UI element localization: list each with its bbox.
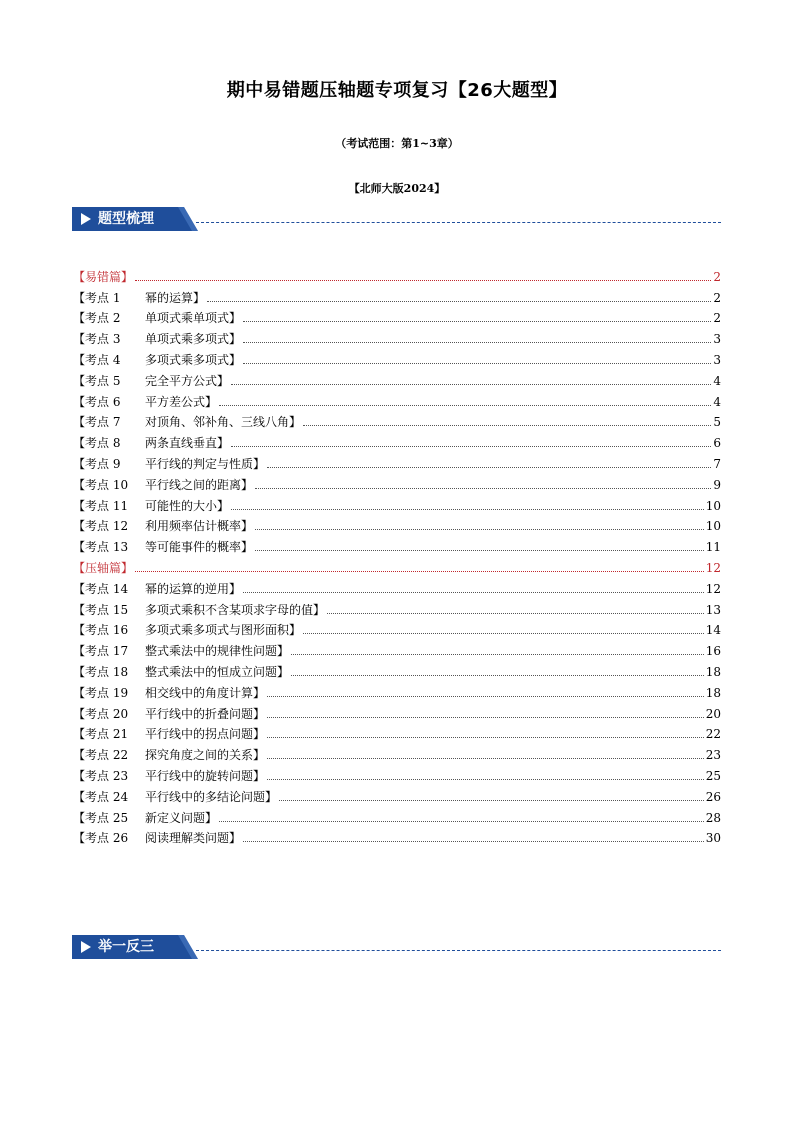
toc-entry-code: 【考点 9 — [73, 456, 121, 471]
toc-entry[interactable] — [73, 741, 721, 762]
toc-entry[interactable] — [73, 617, 721, 638]
toc-entry-title: 整式乘法中的恒成立问题】 — [145, 664, 290, 679]
toc-entry-page: 18 — [705, 685, 721, 700]
toc-entry[interactable] — [73, 637, 721, 658]
toc-dot-leader — [291, 674, 704, 676]
toc-entry-page: 30 — [705, 831, 721, 846]
toc-entry-code: 【考点 16 — [73, 623, 129, 638]
toc-entry-page: 25 — [705, 768, 721, 783]
toc-entry[interactable] — [73, 305, 721, 326]
toc-entry[interactable] — [73, 804, 721, 825]
toc-entry[interactable] — [73, 263, 721, 284]
toc-dot-leader — [267, 778, 704, 780]
toc-entry[interactable] — [73, 284, 721, 305]
toc-entry-code: 【易错篇】 — [73, 269, 134, 284]
toc-dot-leader — [267, 716, 704, 718]
toc-entry-page: 4 — [713, 373, 721, 388]
section-header-practice — [72, 935, 721, 959]
toc-entry[interactable] — [73, 471, 721, 492]
toc-dot-leader — [243, 341, 711, 343]
section-divider — [196, 222, 721, 223]
toc-dot-leader — [243, 320, 711, 322]
toc-entry[interactable] — [73, 596, 721, 617]
toc-entry-code: 【考点 23 — [73, 768, 129, 783]
toc-dot-leader — [267, 466, 711, 468]
toc-entry-code: 【考点 7 — [73, 415, 121, 430]
toc-dot-leader — [303, 424, 711, 426]
toc-dot-leader — [327, 612, 704, 614]
toc-dot-leader — [243, 591, 704, 593]
toc-entry-title: 两条直线垂直】 — [145, 436, 230, 451]
toc-entry[interactable] — [73, 721, 721, 742]
toc-entry-page: 13 — [705, 602, 721, 617]
toc-entry-title: 等可能事件的概率】 — [145, 540, 254, 555]
toc-entry-title: 单项式乘单项式】 — [145, 311, 242, 326]
toc-entry-title: 平行线之间的距离】 — [145, 477, 254, 492]
toc-entry-code: 【考点 15 — [73, 602, 129, 617]
toc-entry-page: 11 — [705, 540, 721, 555]
toc-entry-title: 完全平方公式】 — [145, 373, 230, 388]
toc-dot-leader — [243, 840, 704, 842]
toc-entry-title: 幂的运算】 — [145, 290, 206, 305]
toc-dot-leader — [231, 383, 711, 385]
toc-entry-page: 28 — [705, 810, 721, 825]
toc-entry-page: 3 — [713, 332, 721, 347]
toc-entry[interactable] — [73, 783, 721, 804]
toc-dot-leader — [231, 445, 711, 447]
toc-entry-code: 【考点 6 — [73, 394, 121, 409]
toc-dot-leader — [255, 549, 704, 551]
toc-entry[interactable] — [73, 700, 721, 721]
toc-entry-code: 【考点 3 — [73, 332, 121, 347]
toc-entry[interactable] — [73, 679, 721, 700]
toc-entry-code: 【考点 1 — [73, 290, 121, 305]
toc-entry[interactable] — [73, 554, 721, 575]
edition-label: 【北师大版2024】 — [348, 182, 446, 195]
toc-dot-leader — [303, 632, 704, 634]
toc-entry-code: 【考点 21 — [73, 727, 129, 742]
toc-entry-code: 【考点 24 — [73, 789, 129, 804]
table-of-contents — [73, 263, 721, 845]
toc-entry[interactable] — [73, 825, 721, 846]
toc-entry[interactable] — [73, 325, 721, 346]
toc-entry[interactable] — [73, 533, 721, 554]
toc-entry-title: 多项式乘多项式】 — [145, 352, 242, 367]
toc-entry-code: 【考点 17 — [73, 644, 129, 659]
toc-dot-leader — [255, 487, 711, 489]
toc-dot-leader — [135, 279, 711, 281]
toc-entry-title: 幂的运算的逆用】 — [145, 581, 242, 596]
toc-entry-page: 14 — [705, 623, 721, 638]
toc-entry-code: 【考点 20 — [73, 706, 129, 721]
toc-entry-code: 【考点 8 — [73, 436, 121, 451]
toc-entry-page: 22 — [705, 727, 721, 742]
toc-entry[interactable] — [73, 762, 721, 783]
toc-entry-code: 【考点 14 — [73, 581, 129, 596]
toc-entry-page: 4 — [713, 394, 721, 409]
toc-dot-leader — [219, 404, 711, 406]
toc-entry[interactable] — [73, 450, 721, 471]
toc-entry-page: 20 — [705, 706, 721, 721]
toc-entry-page: 12 — [705, 560, 721, 575]
toc-entry-title: 平行线中的旋转问题】 — [145, 768, 266, 783]
toc-entry-code: 【考点 2 — [73, 311, 121, 326]
toc-entry-code: 【考点 13 — [73, 540, 129, 555]
section-title: 题型梳理 — [98, 211, 154, 227]
toc-dot-leader — [279, 799, 704, 801]
toc-entry-code: 【考点 22 — [73, 748, 129, 763]
document-title: 期中易错题压轴题专项复习【26大题型】 — [226, 80, 568, 101]
toc-entry-code: 【考点 5 — [73, 373, 121, 388]
toc-dot-leader — [243, 362, 711, 364]
toc-entry-page: 23 — [705, 748, 721, 763]
toc-entry-title: 多项式乘多项式与图形面积】 — [145, 623, 302, 638]
toc-dot-leader — [291, 653, 704, 655]
toc-entry-title: 阅读理解类问题】 — [145, 831, 242, 846]
toc-dot-leader — [267, 757, 704, 759]
toc-entry-page: 10 — [705, 519, 721, 534]
toc-entry-page: 5 — [713, 415, 721, 430]
toc-entry-title: 多项式乘积不含某项求字母的值】 — [145, 602, 326, 617]
toc-dot-leader — [219, 820, 704, 822]
toc-dot-leader — [267, 695, 704, 697]
play-arrow-icon — [81, 941, 91, 953]
toc-entry-title: 探究角度之间的关系】 — [145, 748, 266, 763]
toc-dot-leader — [231, 508, 704, 510]
toc-entry-title: 平行线的判定与性质】 — [145, 456, 266, 471]
toc-dot-leader — [267, 736, 704, 738]
toc-entry-code: 【压轴篇】 — [73, 560, 134, 575]
toc-entry-page: 2 — [713, 290, 721, 305]
play-arrow-icon — [81, 213, 91, 225]
toc-entry[interactable] — [73, 513, 721, 534]
toc-entry-page: 7 — [713, 456, 721, 471]
section-tab — [72, 207, 200, 231]
toc-dot-leader — [207, 300, 711, 302]
toc-entry-page: 10 — [705, 498, 721, 513]
toc-entry-title: 整式乘法中的规律性问题】 — [145, 644, 290, 659]
toc-entry[interactable] — [73, 429, 721, 450]
toc-entry[interactable] — [73, 409, 721, 430]
toc-entry-code: 【考点 26 — [73, 831, 129, 846]
toc-entry-title: 平方差公式】 — [145, 394, 218, 409]
toc-entry-code: 【考点 25 — [73, 810, 129, 825]
toc-entry-title: 可能性的大小】 — [145, 498, 230, 513]
toc-entry-title: 单项式乘多项式】 — [145, 332, 242, 347]
toc-entry-title: 新定义问题】 — [145, 810, 218, 825]
toc-entry-page: 3 — [713, 352, 721, 367]
toc-entry-title: 平行线中的折叠问题】 — [145, 706, 266, 721]
toc-entry-page: 16 — [705, 644, 721, 659]
section-header-toc — [72, 207, 721, 231]
toc-entry-title: 平行线中的拐点问题】 — [145, 727, 266, 742]
toc-entry-page: 18 — [705, 664, 721, 679]
toc-entry[interactable] — [73, 388, 721, 409]
toc-entry-title: 利用频率估计概率】 — [145, 519, 254, 534]
toc-entry[interactable] — [73, 367, 721, 388]
toc-entry-code: 【考点 12 — [73, 519, 129, 534]
exam-scope: （考试范围：第1~3章） — [335, 137, 459, 150]
toc-entry-page: 12 — [705, 581, 721, 596]
toc-entry-page: 2 — [713, 311, 721, 326]
section-divider — [196, 950, 721, 951]
toc-entry-page: 9 — [713, 477, 721, 492]
toc-entry-code: 【考点 18 — [73, 664, 129, 679]
toc-entry-page: 6 — [713, 436, 721, 451]
toc-entry-page: 26 — [705, 789, 721, 804]
toc-entry-code: 【考点 19 — [73, 685, 129, 700]
toc-entry-title: 相交线中的角度计算】 — [145, 685, 266, 700]
toc-dot-leader — [135, 570, 704, 572]
toc-entry-page: 2 — [713, 269, 721, 284]
toc-entry-title: 对顶角、邻补角、三线八角】 — [145, 415, 302, 430]
section-title: 举一反三 — [98, 939, 154, 955]
toc-entry[interactable] — [73, 492, 721, 513]
toc-entry-title: 平行线中的多结论问题】 — [145, 789, 278, 804]
toc-entry-code: 【考点 4 — [73, 352, 121, 367]
section-tab — [72, 935, 200, 959]
toc-entry-code: 【考点 10 — [73, 477, 129, 492]
toc-dot-leader — [255, 528, 704, 530]
toc-entry-code: 【考点 11 — [73, 498, 129, 513]
toc-entry[interactable] — [73, 658, 721, 679]
toc-entry[interactable] — [73, 575, 721, 596]
toc-entry[interactable] — [73, 346, 721, 367]
